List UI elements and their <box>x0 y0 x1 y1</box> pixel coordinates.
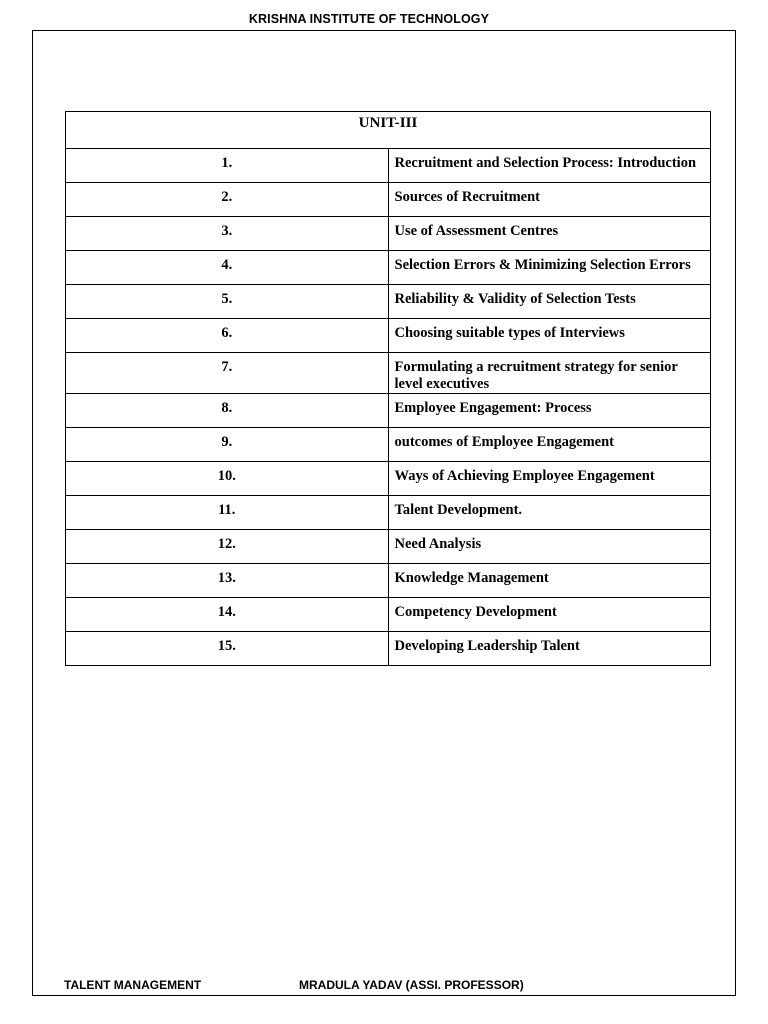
row-topic: Reliability & Validity of Selection Tests <box>388 285 711 319</box>
row-topic: Recruitment and Selection Process: Introduction <box>388 149 711 183</box>
row-topic: Ways of Achieving Employee Engagement <box>388 462 711 496</box>
row-number: 4. <box>66 251 389 285</box>
row-number: 7. <box>66 353 389 394</box>
table-row <box>66 428 711 462</box>
row-number: 8. <box>66 394 389 428</box>
row-number: 12. <box>66 530 389 564</box>
row-topic: Choosing suitable types of Interviews <box>388 319 711 353</box>
row-number: 11. <box>66 496 389 530</box>
row-number: 5. <box>66 285 389 319</box>
row-number: 9. <box>66 428 389 462</box>
row-number: 3. <box>66 217 389 251</box>
row-number: 1. <box>66 149 389 183</box>
row-topic: Talent Development. <box>388 496 711 530</box>
table-row <box>66 319 711 353</box>
table-row <box>66 632 711 666</box>
row-topic: Sources of Recruitment <box>388 183 711 217</box>
row-topic: Use of Assessment Centres <box>388 217 711 251</box>
footer-subject: TALENT MANAGEMENT <box>64 978 202 992</box>
row-topic: Formulating a recruitment strategy for senior level executives <box>388 353 711 394</box>
table-row <box>66 496 711 530</box>
table-row <box>66 251 711 285</box>
row-topic: outcomes of Employee Engagement <box>388 428 711 462</box>
footer-author: MRADULA YADAV (ASSI. PROFESSOR) <box>299 978 524 992</box>
row-topic: Competency Development <box>388 598 711 632</box>
table-row <box>66 149 711 183</box>
table-row <box>66 598 711 632</box>
row-number: 13. <box>66 564 389 598</box>
row-number: 15. <box>66 632 389 666</box>
row-topic: Employee Engagement: Process <box>388 394 711 428</box>
row-topic: Need Analysis <box>388 530 711 564</box>
syllabus-table <box>65 111 711 666</box>
row-topic: Developing Leadership Talent <box>388 632 711 666</box>
row-number: 14. <box>66 598 389 632</box>
row-number: 2. <box>66 183 389 217</box>
institute-header: KRISHNA INSTITUTE OF TECHNOLOGY <box>248 12 490 26</box>
row-number: 10. <box>66 462 389 496</box>
table-row <box>66 530 711 564</box>
table-row <box>66 217 711 251</box>
table-row <box>66 353 711 394</box>
table-row <box>66 564 711 598</box>
row-number: 6. <box>66 319 389 353</box>
table-row <box>66 394 711 428</box>
row-topic: Knowledge Management <box>388 564 711 598</box>
table-row <box>66 285 711 319</box>
unit-title: UNIT-III <box>66 112 711 149</box>
table-row <box>66 183 711 217</box>
row-topic: Selection Errors & Minimizing Selection Errors <box>388 251 711 285</box>
table-title-row <box>66 112 711 149</box>
table-row <box>66 462 711 496</box>
